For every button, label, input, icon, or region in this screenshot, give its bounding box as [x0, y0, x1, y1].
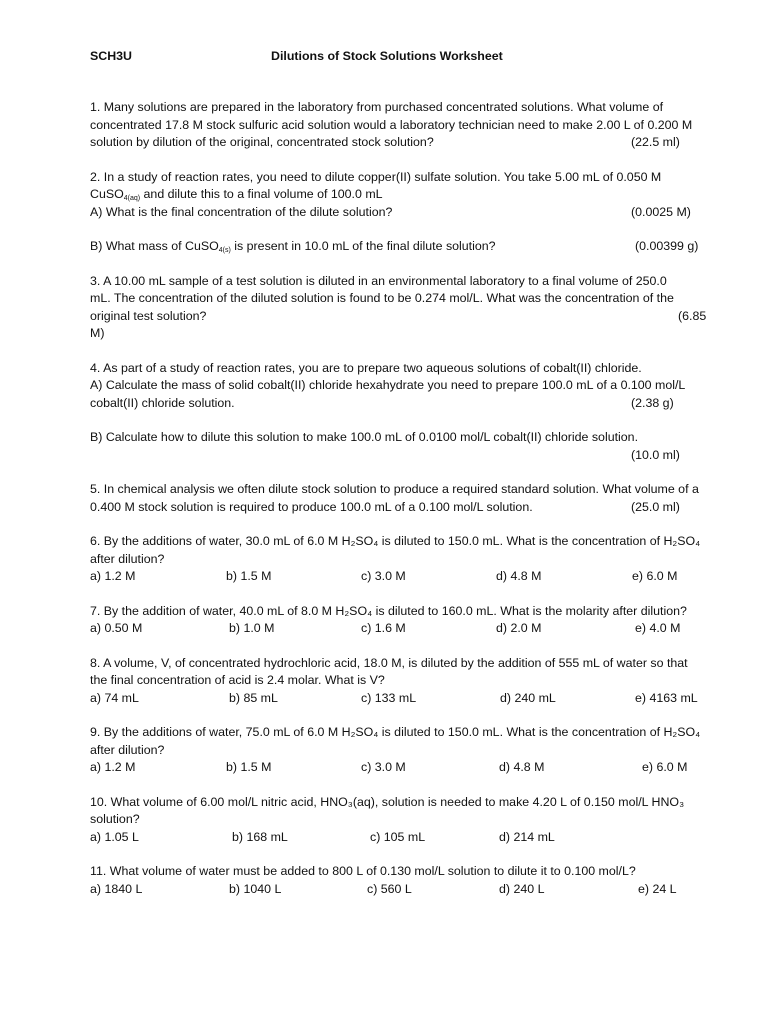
question-text-line: solution by dilution of the original, concentrated stock solution? (22.5 ml)	[90, 134, 724, 152]
option-c: c) 560 L	[367, 881, 412, 896]
question-text-line: A) What is the final concentration of the dilute solution? (0.0025 M)	[90, 204, 724, 222]
question-7	[90, 603, 724, 638]
option-c: c) 105 mL	[370, 829, 426, 844]
answer-options	[90, 690, 724, 708]
question-text-line: after dilution?	[90, 742, 165, 757]
option-e: e) 4163 mL	[635, 690, 698, 705]
question-text-line	[90, 447, 724, 465]
option-a: a) 0.50 M	[90, 621, 143, 635]
question-10	[90, 794, 724, 847]
question-2b	[90, 238, 724, 256]
option-c: c) 3.0 M	[361, 760, 406, 774]
option-b: b) 168 mL	[232, 829, 288, 844]
option-b: b) 85 mL	[229, 690, 278, 705]
question-text-line: concentrated 17.8 M stock sulfuric acid solution would a laboratory technician need to make 2.00 L of 0.200 M	[90, 117, 693, 132]
question-text-line: 11. What volume of water must be added to 800 L of 0.130 mol/L solution to dilute it to 0.100 mol/L?	[90, 864, 636, 878]
question-11	[90, 863, 724, 898]
option-b: b) 1040 L	[229, 881, 282, 896]
option-e: e) 24 L	[638, 881, 677, 896]
answer-key: (10.0 ml)	[631, 447, 680, 462]
answer-options	[90, 759, 724, 777]
question-text-line: 0.400 M stock solution is required to produce 100.0 mL of a 0.100 mol/L solution. (25.0 ml)	[90, 499, 724, 517]
option-b: b) 1.0 M	[229, 621, 275, 635]
answer-options	[90, 881, 724, 899]
answer-key: (0.00399 g)	[635, 239, 699, 253]
option-a: a) 1.2 M	[90, 760, 136, 774]
question-text-line: mL. The concentration of the diluted solution is found to be 0.274 mol/L. What was the concentration of the	[90, 291, 674, 305]
question-text-line: after dilution?	[90, 551, 165, 566]
answer-key: (0.0025 M)	[631, 204, 691, 219]
option-d: d) 240 mL	[500, 690, 556, 705]
option-b: b) 1.5 M	[226, 569, 272, 583]
question-4	[90, 360, 724, 413]
question-text-line: cobalt(II) chloride solution. (2.38 g)	[90, 395, 724, 413]
subscript: 4(aq)	[123, 195, 141, 202]
worksheet-page	[90, 48, 724, 898]
question-text-line: original test solution? (6.85	[90, 308, 724, 326]
option-a: a) 1.05 L	[90, 829, 139, 844]
course-code: SCH3U	[90, 49, 132, 63]
question-text-line: 5. In chemical analysis we often dilute stock solution to produce a required standard solution. What volume of a	[90, 482, 699, 496]
worksheet-header	[90, 48, 724, 66]
answer-key: (22.5 ml)	[631, 135, 680, 149]
question-text-line: 6. By the additions of water, 30.0 mL of 6.0 M H₂SO₄ is diluted to 150.0 mL. What is the concentration of H₂SO₄	[90, 534, 701, 548]
answer-options	[90, 568, 724, 586]
option-a: a) 1840 L	[90, 881, 143, 896]
answer-key: (6.85	[678, 308, 707, 323]
question-text-line: B) Calculate how to dilute this solution to make 100.0 mL of 0.0100 mol/L cobalt(II) chloride solution.	[90, 430, 639, 444]
option-d: d) 4.8 M	[499, 760, 545, 774]
option-d: d) 240 L	[499, 881, 545, 896]
question-text-line: 8. A volume, V, of concentrated hydrochloric acid, 18.0 M, is diluted by the addition of 555 mL of water so that	[90, 655, 688, 670]
answer-options	[90, 620, 724, 638]
question-5	[90, 481, 724, 516]
option-e: e) 6.0 M	[642, 760, 688, 774]
question-text-line: M)	[90, 326, 105, 340]
option-c: c) 1.6 M	[361, 621, 406, 635]
question-6	[90, 533, 724, 586]
question-text-line: 10. What volume of 6.00 mol/L nitric acid, HNO₃(aq), solution is needed to make 4.20 L of 0.150 mol/L HNO₃	[90, 794, 685, 809]
question-text-line: the final concentration of acid is 2.4 molar. What is V?	[90, 673, 385, 687]
option-d: d) 214 mL	[499, 829, 555, 844]
option-d: d) 4.8 M	[496, 569, 542, 583]
question-text-line: 1. Many solutions are prepared in the laboratory from purchased concentrated solutions. What volume of	[90, 100, 664, 114]
answer-key: (25.0 ml)	[631, 499, 680, 514]
question-2	[90, 169, 724, 222]
question-text-line: CuSO$_{4(aq)}$ and dilute this to a final volume of 100.0 mL	[90, 187, 383, 202]
question-text-line: 7. By the addition of water, 40.0 mL of 8.0 M H₂SO₄ is diluted to 160.0 mL. What is the molarity after dilution?	[90, 603, 687, 618]
question-text-line: A) Calculate the mass of solid cobalt(II) chloride hexahydrate you need to prepare 100.0 mL of a 0.100 mol/L	[90, 378, 686, 392]
option-e: e) 4.0 M	[635, 621, 681, 635]
answer-key: (2.38 g)	[631, 395, 674, 410]
question-8	[90, 655, 724, 708]
option-a: a) 1.2 M	[90, 569, 136, 583]
question-1	[90, 99, 724, 152]
subscript: 4(s)	[218, 247, 231, 254]
question-text-line: 4. As part of a study of reaction rates, you are to prepare two aqueous solutions of cobalt(II) chloride.	[90, 360, 642, 375]
option-d: d) 2.0 M	[496, 621, 542, 635]
option-a: a) 74 mL	[90, 690, 139, 705]
option-e: e) 6.0 M	[632, 569, 678, 583]
option-b: b) 1.5 M	[226, 760, 272, 774]
question-4b	[90, 429, 724, 464]
question-text-line: 9. By the additions of water, 75.0 mL of 6.0 M H₂SO₄ is diluted to 150.0 mL. What is the concentration of H₂SO₄	[90, 725, 701, 739]
question-text-line: B) What mass of CuSO$_{4(s)}$ is present in 10.0 mL of the final dilute solution? (0.00399 g)	[90, 239, 699, 254]
question-text-line: 3. A 10.00 mL sample of a test solution is diluted in an environmental laboratory to a final volume of 250.0	[90, 273, 667, 288]
worksheet-title: Dilutions of Stock Solutions Worksheet	[271, 49, 503, 63]
question-text-line: solution?	[90, 812, 140, 826]
question-3	[90, 273, 724, 343]
option-c: c) 133 mL	[361, 690, 417, 705]
question-9	[90, 724, 724, 777]
option-c: c) 3.0 M	[361, 569, 406, 583]
question-text-line: 2. In a study of reaction rates, you need to dilute copper(II) sulfate solution. You take 5.00 mL of 0.050 M	[90, 169, 662, 184]
answer-options	[90, 829, 724, 847]
